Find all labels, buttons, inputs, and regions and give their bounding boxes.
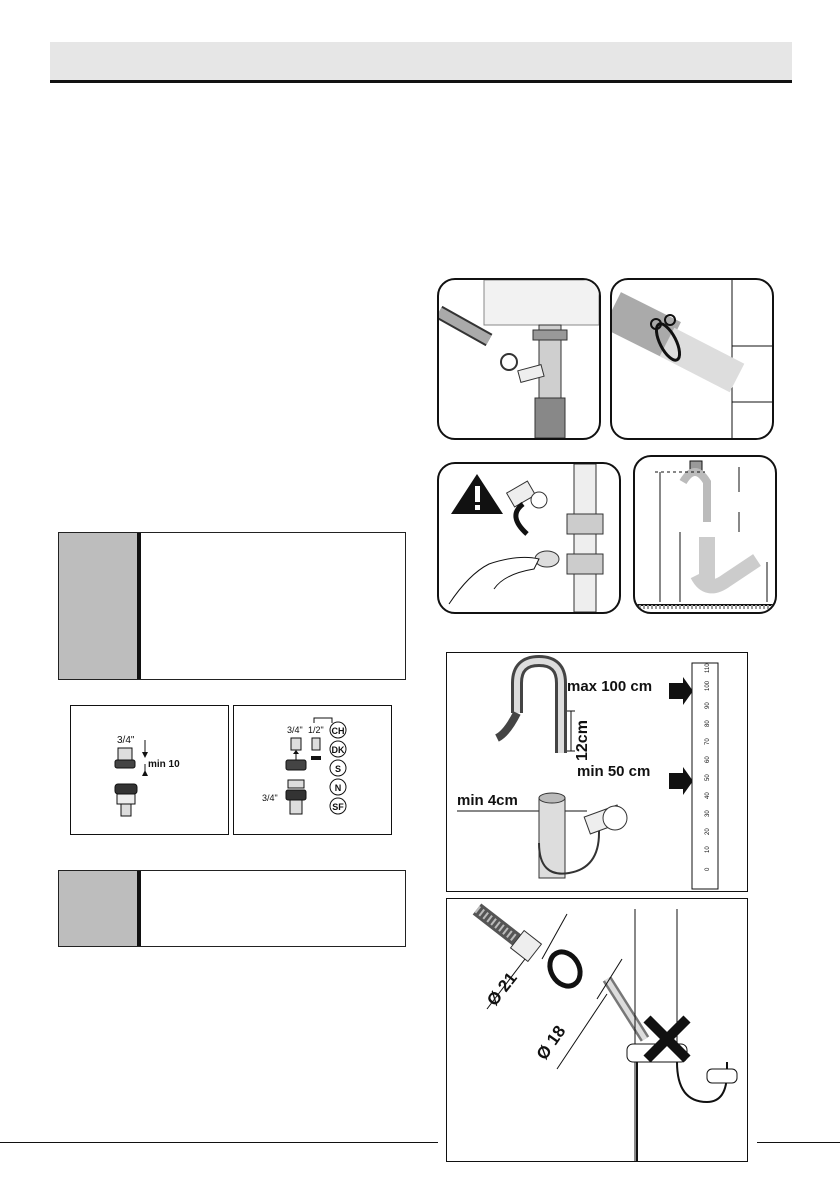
ruler-tick-label: 40 bbox=[705, 792, 711, 799]
min-insertion-label: min 4cm bbox=[457, 792, 518, 809]
thread-size-label: 1/2" bbox=[308, 725, 324, 735]
note-marker bbox=[59, 871, 141, 946]
note-marker bbox=[59, 533, 141, 679]
siphon-height-illustration bbox=[633, 455, 777, 614]
ruler-tick-label: 20 bbox=[705, 828, 711, 835]
footer-rule-right bbox=[757, 1142, 840, 1143]
country-sf: SF bbox=[332, 802, 344, 812]
max-height-label: max 100 cm bbox=[567, 678, 653, 695]
note-box-lower bbox=[58, 870, 406, 947]
country-list bbox=[330, 722, 346, 814]
hose-diameter-figure bbox=[446, 898, 748, 1162]
drain-height-figure bbox=[446, 652, 748, 892]
ruler-tick-label: 30 bbox=[705, 810, 711, 817]
loop-height-label: 12cm bbox=[574, 720, 591, 761]
warning-drain-illustration bbox=[437, 462, 621, 614]
country-n: N bbox=[334, 783, 342, 793]
min-height-label: min 50 cm bbox=[577, 763, 651, 780]
hose-connection-illustration bbox=[437, 278, 601, 440]
adapter-figure-nordic bbox=[233, 705, 392, 835]
hose-clamp-illustration bbox=[610, 278, 774, 440]
country-dk: DK bbox=[331, 745, 345, 755]
ruler-tick-label: 80 bbox=[705, 720, 711, 727]
min-distance-label: min 10 bbox=[148, 759, 180, 770]
section-header-bar bbox=[50, 42, 792, 83]
ruler-tick-label: 10 bbox=[705, 846, 711, 853]
thread-size-label: 3/4" bbox=[287, 725, 303, 735]
country-s: S bbox=[334, 764, 342, 774]
ruler-tick-label: 50 bbox=[705, 774, 711, 781]
ruler-tick-label: 60 bbox=[705, 756, 711, 763]
footer-rule-left bbox=[0, 1142, 438, 1143]
ruler-tick-label: 90 bbox=[705, 702, 711, 709]
ruler-tick-label: 70 bbox=[705, 738, 711, 745]
diameter-21-label: Ø 21 bbox=[483, 968, 521, 1010]
adapter-figure-standard bbox=[70, 705, 229, 835]
thread-size-label: 3/4" bbox=[117, 735, 135, 746]
measuring-ruler bbox=[692, 663, 718, 889]
country-ch: CH bbox=[331, 726, 345, 736]
ruler-tick-label: 0 bbox=[705, 867, 711, 871]
diameter-18-label: Ø 18 bbox=[532, 1022, 570, 1064]
thread-size-label: 3/4" bbox=[262, 793, 278, 803]
ruler-tick-label: 100 bbox=[705, 680, 711, 691]
note-box-upper bbox=[58, 532, 406, 680]
ruler-tick-label: 110 bbox=[705, 663, 711, 673]
